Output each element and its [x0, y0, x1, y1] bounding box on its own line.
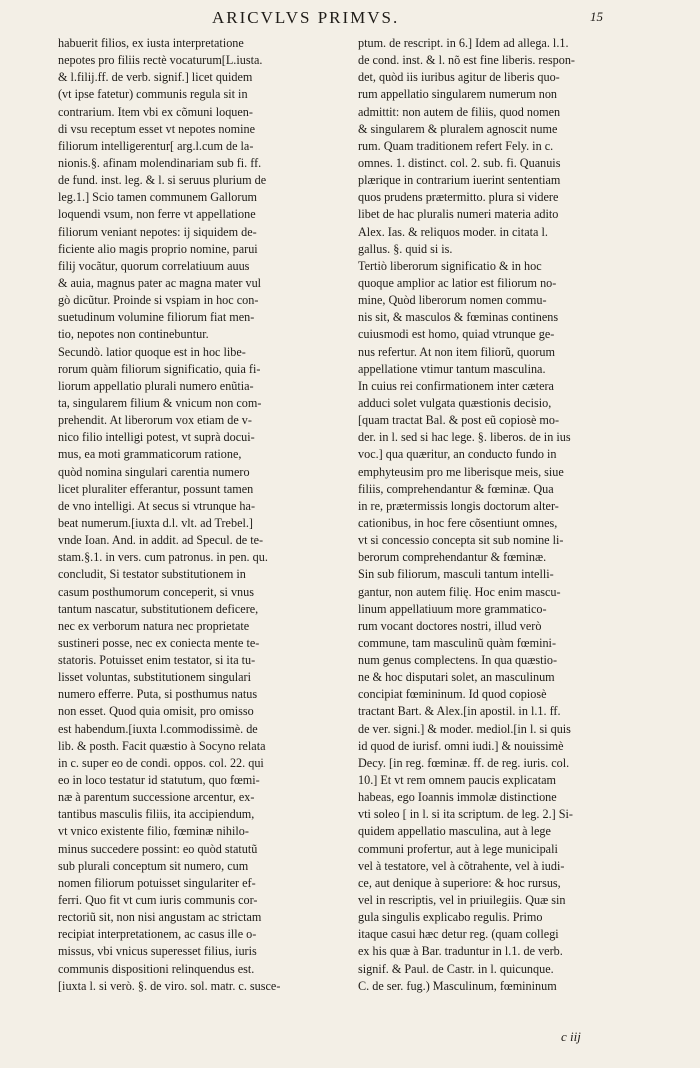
- text-line: de fund. inst. leg. & l. si seruus plurium de: [58, 173, 267, 188]
- text-line: & l.filij.ff. de verb. signif.] licet quidem: [58, 70, 253, 85]
- text-line: der. in l. sed si hac lege. §. liberos. de in ius: [358, 430, 571, 445]
- text-line: & singularem & pluralem agnoscit nume: [358, 121, 558, 136]
- text-line: de cond. inst. & l. nõ est fine liberis. respon-: [358, 53, 575, 68]
- text-line: non esset. Quod quia omisit, pro omisso: [58, 704, 254, 719]
- text-line: vnde Ioan. And. in addit. ad Specul. de te-: [58, 533, 264, 548]
- text-line: de vno intelligi. At secus si vtrunque ha-: [58, 498, 255, 513]
- text-line: Sin sub filiorum, masculi tantum intelli-: [358, 567, 554, 582]
- text-line: voc.] qua quæritur, an conducto fundo in: [358, 447, 557, 462]
- text-line: cationibus, in hoc fere cõsentiunt omnes,: [358, 515, 558, 530]
- text-line: sustineri posse, nec ex coniecta mente te-: [58, 635, 260, 650]
- text-line: Decy. [in reg. fœminæ. ff. de reg. iuris. col.: [358, 755, 570, 770]
- text-line: casum posthumorum conceperit, si vnus: [58, 584, 254, 599]
- text-line: id quod de iurisf. omni iudi.] & nouissimè: [358, 738, 564, 753]
- text-line: statoris. Potuisset enim testator, si ita tu-: [58, 653, 256, 668]
- text-line: licet pluraliter efferantur, possunt tamen: [58, 481, 254, 496]
- text-line: mine, Quòd liberorum nomen commu-: [358, 293, 547, 308]
- text-line: nionis.§. afinam molendinariam sub fi. ff.: [58, 155, 262, 170]
- text-line: quoque amplior ac latior est filiorum no-: [358, 275, 557, 290]
- page-number: 15: [590, 9, 603, 24]
- text-line: vt vnico existente filio, fœminæ nihilo-: [58, 824, 249, 839]
- text-line: habeas, ego Ioannis immolæ distinctione: [358, 790, 557, 805]
- text-line: sub plurali conceptum sit numero, cum: [58, 858, 249, 873]
- text-line: cuiusmodi est homo, quiad vtrunque ge-: [358, 327, 555, 342]
- running-head: ARICVLVS PRIMVS.: [212, 8, 400, 27]
- signature-mark: c iij: [561, 1029, 581, 1044]
- text-line: loquendi vsum, non ferre vt appellatione: [58, 207, 256, 222]
- text-line: liorum appellatio plurali numero enũtia-: [58, 378, 254, 393]
- text-line: itaque casui hæc detur reg. (quam collegi: [358, 927, 559, 942]
- text-line: filij vocãtur, quorum correlatiuum auus: [58, 258, 250, 273]
- text-line: omnes. 1. distinct. col. 2. sub. fi. Quanuis: [358, 155, 561, 170]
- text-line: numero efferre. Puta, si posthumus natus: [58, 687, 258, 702]
- right-text-column: [358, 35, 640, 995]
- text-line: nomen filiorum potuisset singulariter ef-: [58, 875, 256, 890]
- text-line: quos prudens prætermitto. plura si videre: [358, 190, 559, 205]
- text-line: rorum quàm filiorum significatio, quia fi-: [58, 361, 261, 376]
- text-line: appellatione vtimur tantum masculina.: [358, 361, 546, 376]
- text-line: C. de ser. fug.) Masculinum, fœmininum: [358, 978, 557, 993]
- text-line: adduci solet vulgata quæstionis decisio,: [358, 395, 552, 410]
- text-line: rum vocant doctores nostri, illud verò: [358, 618, 542, 633]
- text-line: minus succedere possint: eo quòd statutũ: [58, 841, 258, 856]
- text-line: libet de hac pluralis numeri materia adito: [358, 207, 559, 222]
- text-line: ne & hoc disputari solet, an masculinum: [358, 670, 555, 685]
- text-line: det, quòd iis iuribus agitur de liberis quo-: [358, 70, 560, 85]
- text-line: signif. & Paul. de Castr. in l. quicunque.: [358, 961, 554, 976]
- text-line: concludit, Si testator substitutionem in: [58, 567, 246, 582]
- text-line: filiis, comprehendantur & fœminæ. Qua: [358, 481, 554, 496]
- text-line: rum appellatio singularem numerum non: [358, 87, 558, 102]
- text-line: tractant Bart. & Alex.[in apostil. in l.1. ff.: [358, 704, 561, 719]
- text-line: nepotes pro filiis rectè vocaturum[L.iusta.: [58, 53, 263, 68]
- text-line: ce, aut denique à superiore: & hoc rursus,: [358, 875, 561, 890]
- text-line: concipiat fœmininum. Id quod copiosè: [358, 687, 547, 702]
- text-line: communi profertur, aut à lege municipali: [358, 841, 558, 856]
- text-line: filiorum intelligerentur[ arg.l.cum de la-: [58, 138, 254, 153]
- text-line: in re, prætermissis longis doctorum alter-: [358, 498, 559, 513]
- text-line: nico filio intelligi potest, vt suprà docui-: [58, 430, 255, 445]
- text-line: contrarium. Item vbi ex cõmuni loquen-: [58, 104, 253, 119]
- text-line: gula singulis explicabo regulis. Primo: [358, 910, 543, 925]
- text-line: lib. & posth. Facit quæstio à Socyno relata: [58, 738, 266, 753]
- text-line: suetudinum volumine filiorum fiat men-: [58, 310, 255, 325]
- text-line: ptum. de rescript. in 6.] Idem ad allega. l.1.: [358, 36, 569, 50]
- text-line: & auia, magnus pater ac magna mater vul: [58, 275, 262, 290]
- text-line: leg.1.] Scio tamen communem Gallorum: [58, 190, 258, 205]
- text-line: plærique in contrarium iuerint sententiam: [358, 173, 561, 188]
- text-line: ex his quæ à Bar. traduntur in l.1. de verb.: [358, 944, 563, 959]
- text-line: Secundò. latior quoque est in hoc libe-: [58, 344, 246, 359]
- text-line: Alex. Ias. & reliquos moder. in citata l.: [358, 224, 548, 239]
- text-line: prehendit. At liberorum vox etiam de v-: [58, 413, 252, 428]
- text-line: nus refertur. At non item filiorũ, quorum: [358, 344, 555, 359]
- text-line: vti soleo [ in l. si ita scriptum. de leg. 2.] Si-: [358, 807, 573, 822]
- text-line: stam.§.1. in vers. cum patronus. in pen. qu.: [58, 550, 268, 565]
- text-line: tantibus masculis filiis, ita accipiendum,: [58, 807, 255, 822]
- text-line: admittit: non autem de filiis, quod nomen: [358, 104, 561, 119]
- text-line: rum. Quam traditionem refert Fely. in c.: [358, 138, 554, 153]
- text-line: gantur, non autem filię. Hoc enim mascu-: [358, 584, 561, 599]
- text-line: emphyteusim pro me liberisque meis, siue: [358, 464, 564, 479]
- text-line: quòd nomina singulari carentia numero: [58, 464, 250, 479]
- text-line: di vsu receptum esset vt nepotes nomine: [58, 121, 255, 136]
- text-line: ficiente alio magis proprio nomine, parui: [58, 241, 258, 256]
- text-line: vel à testatore, vel à cõtrahente, vel à iudi-: [358, 858, 565, 873]
- text-line: recipiat interpretationem, ac casus ille o-: [58, 927, 257, 942]
- text-line: filiorum veniant nepotes: ij siquidem de-: [58, 224, 257, 239]
- text-line: berorum comprehendantur & fœminæ.: [358, 550, 547, 565]
- text-line: commune, tam masculinũ quàm fœmini-: [358, 635, 557, 650]
- text-line: lisset voluntas, substitutionem singulari: [58, 670, 251, 685]
- text-line: nec ex verborum natura nec proprietate: [58, 618, 250, 633]
- text-line: vt si concessio concepta sit sub nomine li-: [358, 533, 564, 548]
- text-line: in c. super eo de condi. oppos. col. 22. qui: [58, 755, 264, 770]
- text-line: næ à parentum successione arcentur, ex-: [58, 790, 255, 805]
- text-line: tio, nepotes non continebuntur.: [58, 327, 209, 342]
- text-line: rectoriũ sit, non nisi angustam ac strictam: [58, 910, 262, 925]
- text-line: num genus complectens. In qua quæstio-: [358, 653, 558, 668]
- text-line: [iuxta l. si verò. §. de viro. sol. matr. c. susce-: [58, 978, 281, 993]
- text-line: beat numerum.[iuxta d.l. vlt. ad Trebel.]: [58, 515, 253, 530]
- text-line: gallus. §. quid si is.: [358, 241, 453, 256]
- text-line: Tertiò liberorum significatio & in hoc: [358, 258, 542, 273]
- left-text-column: [58, 35, 336, 995]
- text-line: tantum nascatur, substitutionem deficere,: [58, 601, 259, 616]
- text-line: habuerit filios, ex iusta interpretatione: [58, 36, 244, 50]
- text-line: communis dispositioni relinquendus est.: [58, 961, 255, 976]
- text-line: In cuius rei confirmationem inter cætera: [358, 378, 554, 393]
- text-line: gò dicũtur. Proinde si vspiam in hoc con-: [58, 293, 259, 308]
- text-line: de ver. signi.] & moder. mediol.[in l. si quis: [358, 721, 571, 736]
- text-line: vel in rescriptis, vel in priuilegiis. Quæ sin: [358, 893, 566, 908]
- text-line: nis sit, & masculos & fœminas continens: [358, 310, 559, 325]
- text-line: eo in loco testatur id statutum, quo fœmi-: [58, 773, 260, 788]
- text-line: 10.] Et vt rem omnem paucis explicatam: [358, 773, 556, 788]
- text-line: est habendum.[iuxta l.commodissimè. de: [58, 721, 258, 736]
- text-line: [quam tractat Bal. & post eũ copiosè mo-: [358, 413, 560, 428]
- text-line: ta, singularem filium & vnicum non com-: [58, 395, 262, 410]
- text-line: (vt ipse fatetur) communis regula sit in: [58, 87, 248, 102]
- text-line: linum appellatiuum more grammatico-: [358, 601, 547, 616]
- text-line: quidem appellatio masculina, aut à lege: [358, 824, 551, 839]
- text-line: ferri. Quo fit vt cum iuris communis cor-: [58, 893, 258, 908]
- text-line: mus, ea moti grammaticorum ratione,: [58, 447, 242, 462]
- text-line: missus, vbi vnicus superesset filius, iuris: [58, 944, 257, 959]
